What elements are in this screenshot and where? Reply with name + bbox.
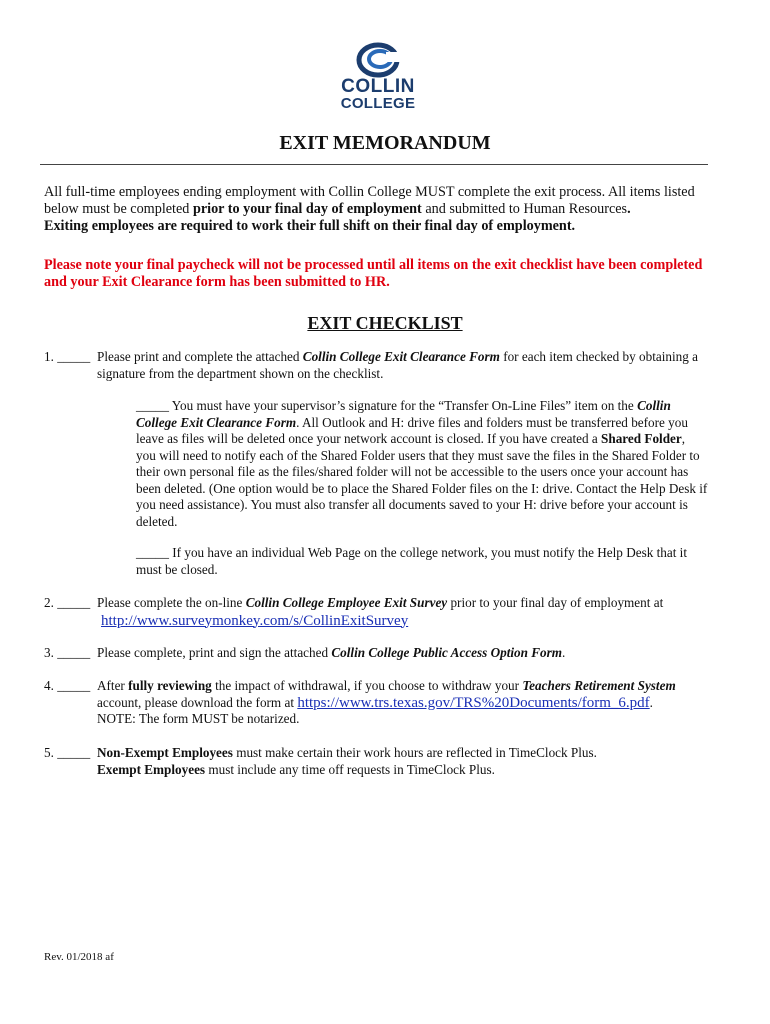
notarize-note: NOTE: The form MUST be notarized.	[97, 711, 300, 726]
checklist-subitem-transfer-files: _____ You must have your supervisor’s signature for the “Transfer On-Line Files” item on the Collin College Exit Clearance Form. All Outlook and H: drive files and folders must be transferred before you leave as files will be deleted once your network account is closed. If you have created a Shared Folder, you will need to notify each of the Shared Folder users that they must save the files in the Shared Folder to their own personal file as the files/shared folder will not be accessible to the users once your account has been deleted. (One option would be to place the Shared Folder files on the I: drive. Contact the Help Desk if you need assistance). You must also transfer all documents saved to your H: drive before your account is deleted.	[136, 398, 708, 529]
checklist-item-2: 2. _____ Please complete the on-line Collin College Employee Exit Survey prior to your final day of employment at http://www.surveymonkey.com/s/CollinExitSurvey	[44, 595, 664, 629]
exit-survey-link[interactable]: http://www.surveymonkey.com/s/CollinExitSurvey	[101, 612, 409, 629]
checklist-item-1-text: Please print and complete the attached Collin College Exit Clearance Form for each item checked by obtaining a signature from the department shown on the checklist.	[97, 349, 698, 381]
trs-form-link[interactable]: https://www.trs.texas.gov/TRS%20Documents/form_6.pdf	[297, 694, 650, 711]
revision-label: Rev. 01/2018 af	[44, 951, 114, 963]
checklist-subitem-web-page: _____ If you have an individual Web Page on the college network, you must notify the Help Desk that it must be closed.	[136, 545, 687, 577]
college-logo	[328, 42, 428, 118]
checklist-title: EXIT CHECKLIST	[307, 313, 463, 333]
page-title: EXIT MEMORANDUM	[279, 132, 491, 154]
intro-paragraph: All full-time employees ending employment with Collin College MUST complete the exit process. All items listed below must be completed prior to your final day of employment and submitted to Human Resources. Exiting employees are required to work their full shift on their final day of employment.	[44, 184, 695, 234]
title-divider	[40, 164, 708, 165]
logo-line-2: COLLEGE	[340, 95, 416, 112]
collin-swirl-icon	[356, 42, 400, 78]
paycheck-notice: Please note your final paycheck will not be processed until all items on the exit checklist have been completed and your Exit Clearance form has been submitted to HR.	[44, 257, 703, 290]
logo-line-1: COLLIN	[341, 76, 415, 97]
checklist-item-5: 5. _____ Non-Exempt Employees must make certain their work hours are reflected in TimeClock Plus. Exempt Employees must include any time off requests in TimeClock Plus.	[44, 745, 597, 777]
checklist-item-4: 4. _____ After fully reviewing the impact of withdrawal, if you choose to withdraw your Teachers Retirement System account, please download the form at https://www.trs.texas.gov/TRS%20Documents/form_6.pdf. NOTE: The form MUST be notarized.	[44, 678, 676, 726]
checklist-item-3: 3. _____ Please complete, print and sign the attached Collin College Public Access Option Form.	[44, 645, 566, 660]
item-number: 1. _____	[44, 349, 91, 364]
